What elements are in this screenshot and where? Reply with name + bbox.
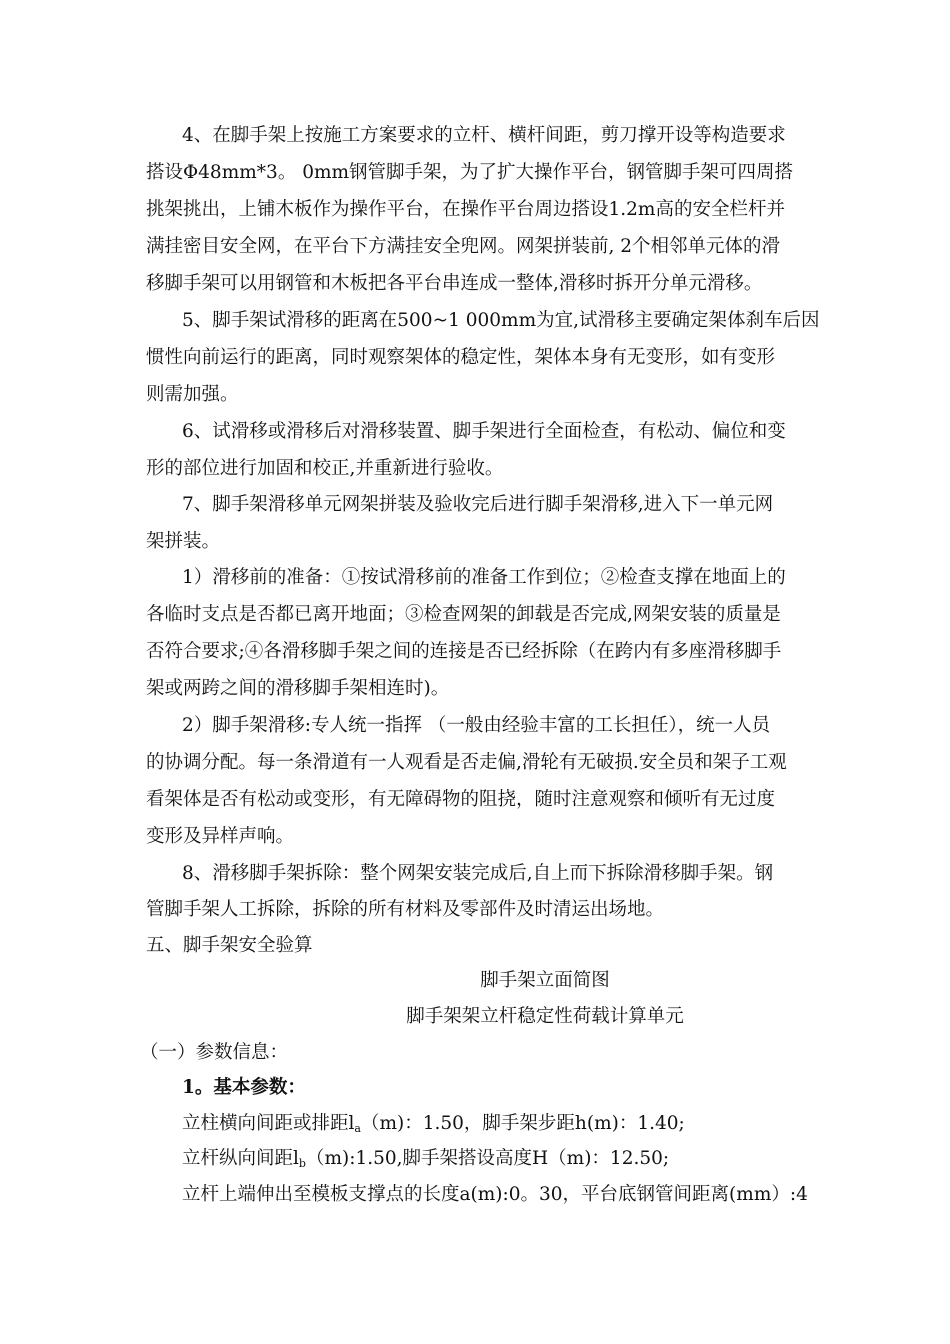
text-line: 搭设Φ48mm*3。 0mm钢管脚手架，为了扩大操作平台，钢管脚手架可四周搭	[146, 162, 794, 183]
text-line: 架或两跨之间的滑移脚手架相连时)。	[146, 678, 450, 699]
text-line: 4、在脚手架上按施工方案要求的立杆、横杆间距，剪刀撑开设等构造要求	[182, 125, 786, 146]
parameter-line: 立杆纵向间距$l_b(m):1.50$,脚手架搭设高度H（m)：12.50;	[182, 1148, 670, 1170]
text-line: 2）脚手架滑移:专人统一指挥 （一般由经验丰富的工长担任），统一人员	[182, 715, 771, 736]
parameter-line: 立杆上端伸出至模板支撑点的长度a(m):0。30，平台底钢管间距离(mm）:4	[182, 1184, 808, 1205]
text-line: 的协调分配。每一条滑道有一人观看是否走偏,滑轮有无破损.安全员和架子工观	[146, 752, 787, 773]
text-line: 8、滑移脚手架拆除：整个网架安装完成后,自上而下拆除滑移脚手架。钢	[182, 863, 774, 884]
parameter-heading: 1。基本参数：	[182, 1077, 306, 1098]
text-line: 看架体是否有松动或变形，有无障碍物的阻挠，随时注意观察和倾听有无过度	[146, 789, 776, 810]
text-line: 7、脚手架滑移单元网架拼装及验收完后进行脚手架滑移,进入下一单元网	[182, 494, 774, 515]
text-line: 管脚手架人工拆除，拆除的所有材料及零部件及时清运出场地。	[146, 899, 665, 920]
parameter-line: 立柱横向间距或排距$l_a(m)$：1.50，脚手架步距h(m)：1.40;	[182, 1113, 685, 1135]
text-line: 则需加强。	[146, 384, 239, 405]
text-line: 变形及异样声响。	[146, 826, 295, 847]
subsection-heading: （一）参数信息：	[140, 1042, 289, 1063]
text-line: 1）滑移前的准备：①按试滑移前的准备工作到位；②检查支撑在地面上的	[182, 567, 786, 588]
text-line: 满挂密目安全网，在平台下方满挂安全兜网。网架拼装前, 2个相邻单元体的滑	[146, 236, 781, 257]
text-line: 架拼装。	[146, 531, 221, 552]
text-line: 挑架挑出，上铺木板作为操作平台，在操作平台周边搭设1.2m高的安全栏杆并	[146, 199, 785, 220]
text-line: 移脚手架可以用钢管和木板把各平台串连成一整体,滑移时拆开分单元滑移。	[146, 273, 763, 294]
text-line: 惯性向前运行的距离，同时观察架体的稳定性，架体本身有无变形，如有变形	[146, 347, 776, 368]
text-line: 6、试滑移或滑移后对滑移装置、脚手架进行全面检查，有松动、偏位和变	[182, 421, 786, 442]
text-line: 5、脚手架试滑移的距离在500~1 000mm为宜,试滑移主要确定架体刹车后因	[182, 310, 820, 331]
text-line: 否符合要求;④各滑移脚手架之间的连接是否已经拆除（在跨内有多座滑移脚手	[146, 641, 782, 662]
section-heading: 五、脚手架安全验算	[146, 935, 313, 956]
figure-caption: 脚手架架立杆稳定性荷载计算单元	[406, 1006, 684, 1027]
text-line: 各临时支点是否都已离开地面；③检查网架的卸载是否完成,网架安装的质量是	[146, 604, 781, 625]
figure-caption: 脚手架立面简图	[480, 970, 610, 991]
text-line: 形的部位进行加固和校正,并重新进行验收。	[146, 458, 504, 479]
